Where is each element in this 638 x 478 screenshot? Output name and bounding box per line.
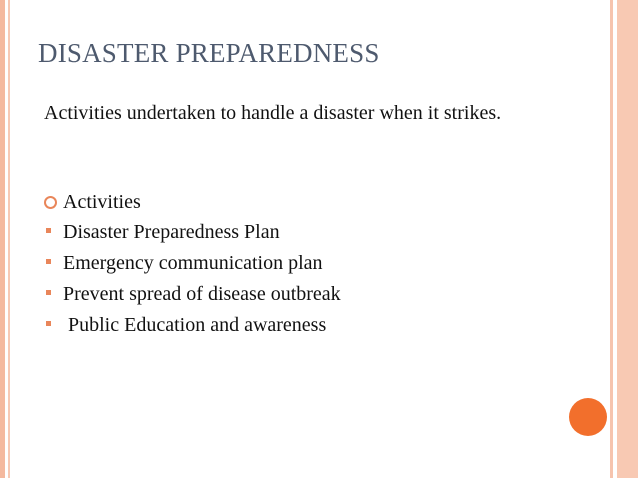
slide-title: DISASTER PREPAREDNESS: [38, 38, 380, 68]
right-border-stripe: [617, 0, 638, 478]
left-border-stripe: [0, 0, 5, 478]
left-border-thin-stripe: [8, 0, 10, 478]
ring-bullet-icon: [44, 196, 57, 209]
list-item-label: Emergency communication plan: [63, 252, 323, 274]
square-bullet-icon: [46, 259, 51, 264]
intro-paragraph: Activities undertaken to handle a disaster when it strikes.: [44, 102, 502, 124]
right-border-thin-stripe: [610, 0, 613, 478]
orange-circle-decoration: [569, 398, 607, 436]
section-heading-label: Activities: [63, 191, 141, 213]
list-item-label: Disaster Preparedness Plan: [63, 221, 280, 243]
square-bullet-icon: [46, 290, 51, 295]
list-item-label: Public Education and awareness: [63, 314, 327, 336]
square-bullet-icon: [46, 321, 51, 326]
list-item-label: Prevent spread of disease outbreak: [63, 283, 341, 305]
square-bullet-icon: [46, 228, 51, 233]
